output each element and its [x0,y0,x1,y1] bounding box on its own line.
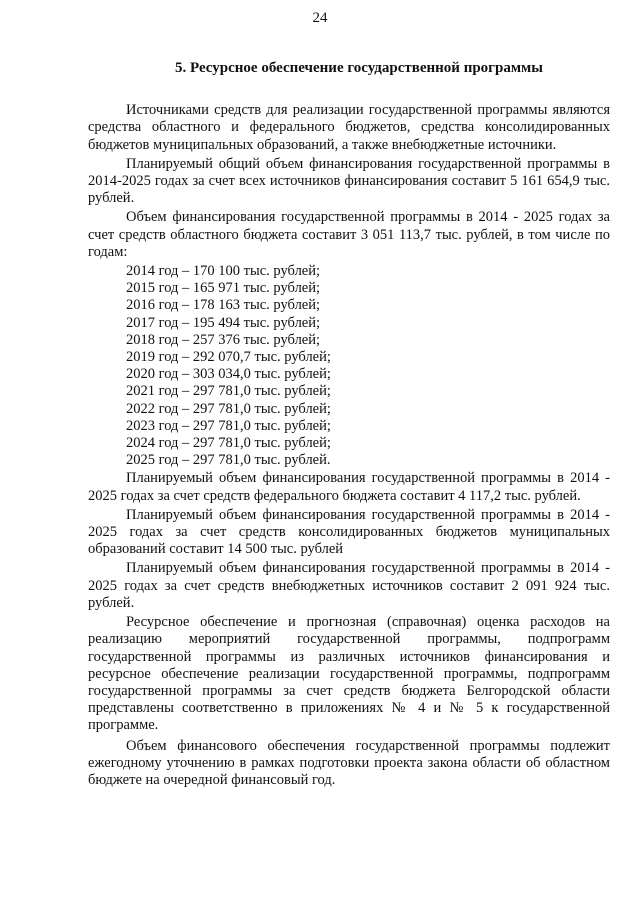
paragraph-municipal-budgets: Планируемый объем финансирования государственной программы в 2014 - 2025 годах за счет средств консолидированных бюджетов муниципальных образований составит 14 500 тыс. рублей [88,506,610,558]
year-item-2025: 2025 год – 297 781,0 тыс. рублей. [126,452,331,469]
yearly-funding-list [88,263,610,469]
year-item-2018: 2018 год – 257 376 тыс. рублей; [126,331,321,348]
year-item-2020: 2020 год – 303 034,0 тыс. рублей; [126,366,331,383]
year-item-2015: 2015 год – 165 971 тыс. рублей; [126,280,321,297]
page-number: 24 [312,10,328,26]
paragraph-annual-adjustment: Объем финансового обеспечения государственной программы подлежит ежегодному уточнению в рамках подготовки проекта закона области об областном бюджете на очередной финансовый год. [88,737,610,788]
year-item-2021: 2021 год – 297 781,0 тыс. рублей; [126,383,331,400]
year-item-2022: 2022 год – 297 781,0 тыс. рублей; [126,400,331,417]
year-item-2023: 2023 год – 297 781,0 тыс. рублей; [126,417,331,434]
paragraph-regional-budget: Объем финансирования государственной программы в 2014 - 2025 годах за счет средств областного бюджета составит 3 051 113,7 тыс. рублей, в том числе по годам: [88,209,610,260]
paragraph-federal-budget: Планируемый объем финансирования государственной программы в 2014 - 2025 годах за счет средств федерального бюджета составит 4 117,2 тыс. рублей. [88,470,610,504]
year-item-2019: 2019 год – 292 070,7 тыс. рублей; [126,349,331,366]
year-item-2016: 2016 год – 178 163 тыс. рублей; [126,297,321,314]
section-heading: 5. Ресурсное обеспечение государственной программы [175,60,543,76]
year-item-2014: 2014 год – 170 100 тыс. рублей; [126,263,321,280]
paragraph-resource-appendices: Ресурсное обеспечение и прогнозная (справочная) оценка расходов на реализацию мероприятий государственной программы, подпрограмм государственной программы из различных источников финансирования и ресурсное обеспечение реализации государственной программы, подпрограмм государственной программы за счет средств бюджета Белгородской области представлены соответственно в приложениях № 4 и № 5 к государственной программе. [88,614,610,734]
paragraph-total-funding: Планируемый общий объем финансирования государственной программы в 2014-2025 годах за счет всех источников финансирования составит 5 161 654,9 тыс. рублей. [88,155,610,207]
paragraph-funding-sources: Источниками средств для реализации государственной программы являются средства областного и федерального бюджетов, средства консолидированных бюджетов муниципальных образований, а также внебюджетные источники. [88,102,610,153]
document-body [88,60,610,791]
paragraph-extrabudgetary: Планируемый объем финансирования государственной программы в 2014 - 2025 годах за счет средств внебюджетных источников составит 2 091 924 тыс. рублей. [88,560,610,611]
year-item-2017: 2017 год – 195 494 тыс. рублей; [126,314,321,331]
year-item-2024: 2024 год – 297 781,0 тыс. рублей; [126,435,331,452]
